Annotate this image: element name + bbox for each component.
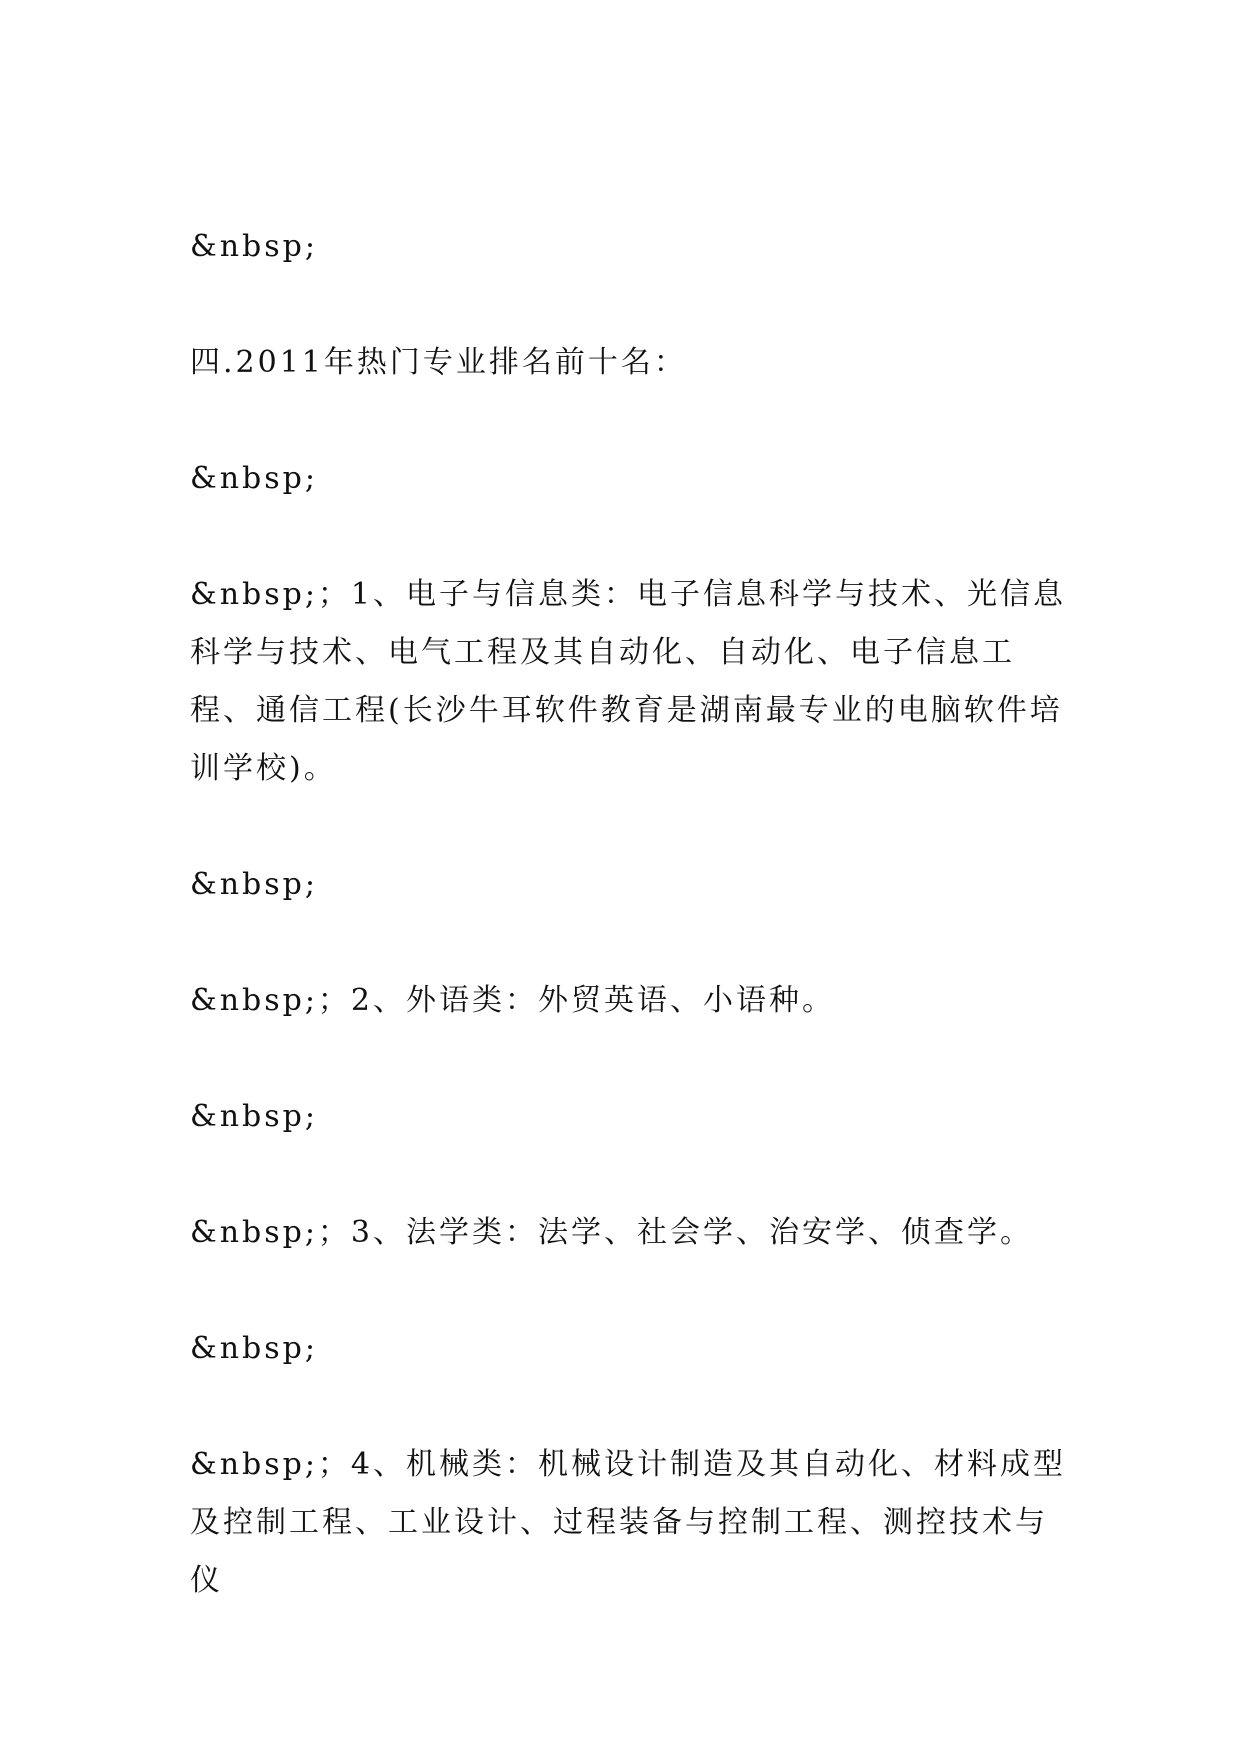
section-heading: 四.2011年热门专业排名前十名： — [190, 345, 687, 380]
nbsp-line: &nbsp; — [190, 1331, 318, 1366]
nbsp-line: &nbsp; — [190, 1099, 318, 1134]
nbsp-line: &nbsp; — [190, 867, 318, 902]
nbsp-line: &nbsp; — [190, 229, 318, 264]
list-item-law: &nbsp;；3、法学类：法学、社会学、治安学、侦查学。 — [190, 1215, 1034, 1250]
document-body — [190, 218, 1070, 1610]
nbsp-line: &nbsp; — [190, 461, 318, 496]
list-item-electronics: &nbsp;；1、电子与信息类：电子信息科学与技术、光信息科学与技术、电气工程及其自动化、自动化、电子信息工程、通信工程(长沙牛耳软件教育是湖南最专业的电脑软件培训学校)。 — [190, 577, 1067, 786]
list-item-foreign-languages: &nbsp;；2、外语类：外贸英语、小语种。 — [190, 983, 836, 1018]
list-item-mechanical: &nbsp;；4、机械类：机械设计制造及其自动化、材料成型及控制工程、工业设计、过程装备与控制工程、测控技术与仪 — [190, 1447, 1067, 1598]
